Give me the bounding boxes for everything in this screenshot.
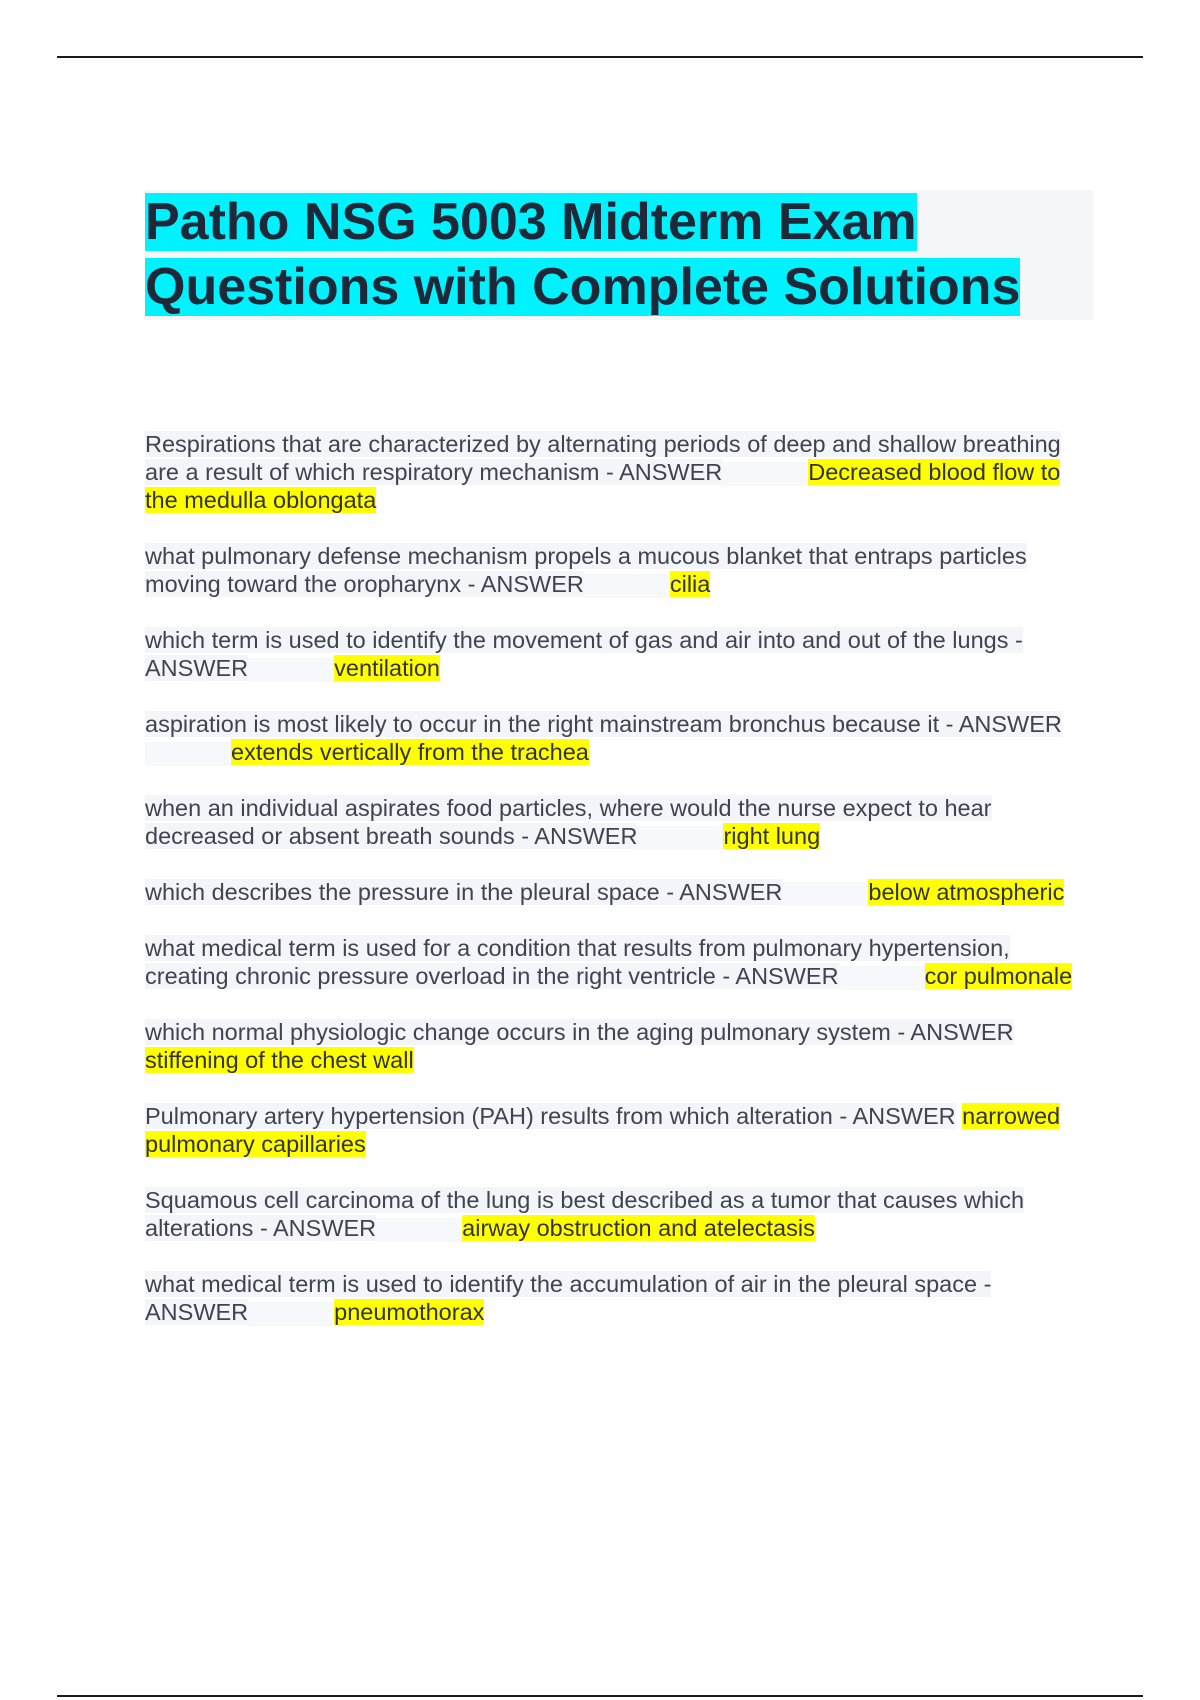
qa-item [145, 1102, 1095, 1158]
qa-item [145, 542, 1095, 598]
qa-item [145, 626, 1095, 682]
question-text: which normal physiologic change occurs in the aging pulmonary system - ANSWER [145, 1019, 1014, 1045]
qa-item [145, 934, 1095, 990]
answer-text: ventilation [334, 655, 440, 681]
qa-list [145, 430, 1095, 1354]
answer-text: right lung [723, 823, 821, 849]
question-text: Pulmonary artery hypertension (PAH) results from which alteration - ANSWER [145, 1103, 956, 1129]
title-block [145, 190, 1093, 320]
question-text: what pulmonary defense mechanism propels a mucous blanket that entraps particles moving toward the oropharynx - ANSWER [145, 543, 1027, 597]
question-text: Respirations that are characterized by alternating periods of deep and shallow breathing are a result of which respiratory mechanism - ANSWER [145, 431, 1061, 485]
qa-item [145, 710, 1095, 766]
question-text: what medical term is used for a condition that results from pulmonary hypertension, creating chronic pressure overload in the right ventricle - ANSWER [145, 935, 1010, 989]
question-text: which describes the pressure in the pleural space - ANSWER [145, 879, 783, 905]
answer-text: extends vertically from the trachea [231, 739, 589, 765]
question-text: when an individual aspirates food particles, where would the nurse expect to hear decreased or absent breath sounds - ANSWER [145, 795, 992, 849]
qa-item [145, 430, 1095, 514]
qa-item [145, 1018, 1095, 1074]
qa-item [145, 1270, 1095, 1326]
bottom-rule [57, 1695, 1143, 1697]
question-text: what medical term is used to identify the accumulation of air in the pleural space - ANSWER [145, 1271, 992, 1325]
answer-text: airway obstruction and atelectasis [462, 1215, 815, 1241]
answer-text: stiffening of the chest wall [145, 1047, 414, 1073]
answer-text: Decreased blood flow to the medulla oblongata [145, 459, 1061, 513]
top-rule [57, 56, 1143, 58]
qa-item [145, 794, 1095, 850]
question-text: Squamous cell carcinoma of the lung is best described as a tumor that causes which alterations - ANSWER [145, 1187, 1025, 1241]
page-title [145, 190, 1093, 320]
answer-text: cilia [669, 571, 711, 597]
title-text: Patho NSG 5003 Midterm Exam Questions with Complete Solutions [145, 193, 1021, 316]
answer-text: cor pulmonale [924, 963, 1073, 989]
answer-text: narrowed pulmonary capillaries [145, 1103, 1061, 1157]
qa-item [145, 1186, 1095, 1242]
qa-item [145, 878, 1095, 906]
answer-text: below atmospheric [868, 879, 1065, 905]
question-text: which term is used to identify the movement of gas and air into and out of the lungs - ANSWER [145, 627, 1023, 681]
question-text: aspiration is most likely to occur in the right mainstream bronchus because it - ANSWER [145, 711, 1062, 737]
answer-text: pneumothorax [334, 1299, 485, 1325]
